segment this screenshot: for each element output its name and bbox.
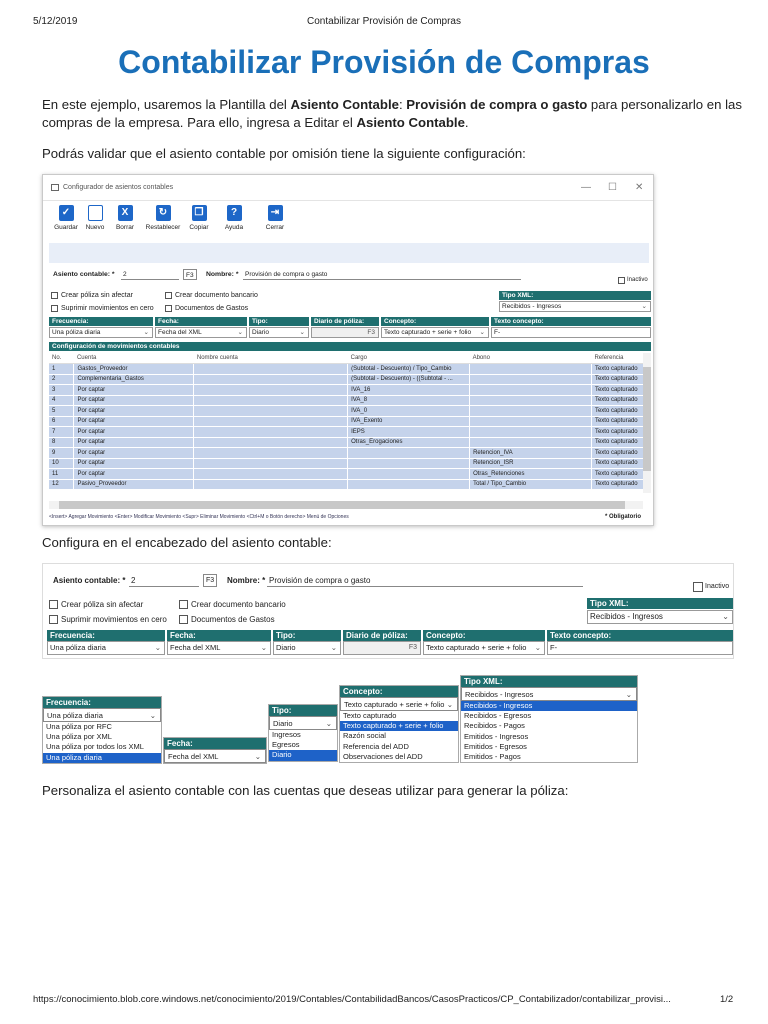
fecha-select[interactable]: Fecha del XML ⌄: [167, 641, 271, 655]
dropdown-option[interactable]: Recibidos - Ingresos: [461, 701, 637, 711]
dropdown-option[interactable]: Una póliza por todos los XML: [46, 742, 144, 752]
table-cell: [194, 427, 348, 438]
dropdown-option[interactable]: Recibidos - Pagos: [464, 721, 525, 731]
table-cell: Texto capturado: [591, 427, 643, 438]
table-cell: Texto capturado: [591, 448, 643, 459]
dropdown-option[interactable]: Diario: [269, 750, 337, 760]
table-cell: 5: [49, 406, 74, 417]
chevron-down-icon: ⌄: [254, 752, 261, 761]
table-cell: [470, 395, 592, 406]
reset-icon: ↻: [156, 205, 171, 221]
tipo-xml-options: [461, 701, 637, 762]
table-cell: Por captar: [74, 448, 194, 459]
table-row[interactable]: [49, 395, 644, 406]
f3-button[interactable]: F3: [203, 574, 217, 587]
chevron-down-icon: ⌄: [479, 329, 485, 336]
table-cell: Por captar: [74, 427, 194, 438]
diario-input[interactable]: [311, 327, 379, 338]
tipo-dropdown: [268, 704, 338, 762]
asiento-input[interactable]: 2: [121, 269, 179, 280]
check-icon: ✓: [59, 205, 74, 221]
chevron-down-icon: ⌄: [330, 643, 337, 652]
table-cell: [194, 395, 348, 406]
table-row[interactable]: [49, 448, 644, 459]
table-cell: Por captar: [74, 458, 194, 469]
header-config-screenshot: [42, 563, 734, 659]
fecha-dropdown: [163, 737, 267, 764]
chevron-down-icon: ⌄: [260, 643, 267, 652]
diario-input[interactable]: [343, 641, 421, 655]
table-cell: [194, 374, 348, 385]
concepto-dropdown-label: Concepto:: [340, 686, 458, 697]
validation-paragraph: Podrás validar que el asiento contable por omisión tiene la siguiente configuración:: [42, 146, 526, 161]
table-row[interactable]: [49, 469, 644, 480]
table-cell: 12: [49, 479, 74, 490]
dropdown-option[interactable]: Recibidos - Egresos: [464, 711, 532, 721]
intro-paragraph: En este ejemplo, usaremos la Plantilla del Asiento Contable: Provisión de compra o gasto para personalizarlo en las compras de la empresa. Para ello, ingresa a Editar el Asiento Contable.: [42, 97, 742, 130]
column-header[interactable]: Abono: [470, 353, 592, 364]
table-cell: Por captar: [74, 416, 194, 427]
inactivo-label: Inactivo: [705, 583, 730, 590]
table-cell: 10: [49, 458, 74, 469]
table-cell: 3: [49, 385, 74, 396]
table-cell: IVA_0: [348, 406, 470, 417]
new-button[interactable]: Nuevo: [83, 205, 107, 231]
footer-url: https://conocimiento.blob.core.windows.net/conocimiento/2019/Contables/ContabilidadBancos/CasosPracticos/CP_Contabilizador/contabilizar_provisi...: [33, 994, 671, 1005]
table-cell: Retencion_ISR: [470, 458, 592, 469]
dropdown-option[interactable]: Egresos: [272, 740, 300, 750]
documentos-checkbox[interactable]: [165, 305, 172, 312]
asiento-label: Asiento contable: *: [53, 271, 115, 278]
tipo-xml-select[interactable]: Recibidos - Ingresos ⌄: [587, 610, 733, 624]
tipo-label: Tipo:: [273, 630, 341, 641]
table-cell: [470, 427, 592, 438]
crear-poliza-checkbox[interactable]: [51, 292, 58, 299]
frecuencia-dropdown-label: Frecuencia:: [43, 697, 161, 708]
table-cell: Otras_Retenciones: [470, 469, 592, 480]
fecha-dropdown-label: Fecha:: [164, 738, 266, 749]
chevron-down-icon: ⌄: [149, 711, 156, 720]
chevron-down-icon: ⌄: [625, 690, 632, 699]
table-cell: [348, 469, 470, 480]
frecuencia-dropdown: [42, 696, 162, 764]
table-cell: Texto capturado: [591, 385, 643, 396]
dropdown-option[interactable]: Una póliza por XML: [46, 732, 112, 742]
column-header[interactable]: Cuenta: [74, 353, 194, 364]
exit-icon: ⇥: [268, 205, 283, 221]
chevron-down-icon: ⌄: [143, 329, 149, 336]
nombre-input[interactable]: Provisión de compra o gasto: [243, 269, 521, 280]
texto-concepto-input[interactable]: F-: [547, 641, 733, 655]
crear-documento-checkbox[interactable]: [179, 600, 188, 609]
table-cell: Otras_Erogaciones: [348, 437, 470, 448]
dialog-titlebar: [43, 175, 653, 201]
table-cell: [470, 385, 592, 396]
customize-paragraph: Personaliza el asiento contable con las cuentas que deseas utilizar para generar la póliza:: [42, 783, 569, 798]
header-paragraph: Configura en el encabezado del asiento contable:: [42, 535, 332, 550]
horizontal-scrollbar[interactable]: [49, 501, 643, 509]
chevron-down-icon: ⌄: [722, 612, 729, 621]
table-cell: 2: [49, 374, 74, 385]
table-cell: Texto capturado: [591, 364, 643, 375]
close-icon[interactable]: ✕: [635, 182, 644, 193]
table-cell: 8: [49, 437, 74, 448]
vertical-scrollbar[interactable]: [643, 353, 651, 493]
column-header[interactable]: No.: [49, 353, 74, 364]
crear-poliza-checkbox[interactable]: [49, 600, 58, 609]
table-cell: (Subtotal - Descuento) - ((Subtotal - ...: [348, 374, 470, 385]
table-cell: Por captar: [74, 395, 194, 406]
concepto-options: [340, 711, 458, 762]
app-icon: [51, 184, 59, 191]
concepto-select[interactable]: Texto capturado + serie + folio ⌄: [423, 641, 545, 655]
asiento-input[interactable]: 2: [129, 574, 199, 587]
concepto-label: Concepto:: [381, 317, 489, 326]
page-title: Contabilizar Provisión de Compras: [118, 44, 650, 80]
fecha-label: Fecha:: [167, 630, 271, 641]
delete-button[interactable]: X Borrar: [115, 207, 135, 231]
table-cell: IVA_16: [348, 385, 470, 396]
table-cell: 1: [49, 364, 74, 375]
table-cell: Complementaria_Gastos: [74, 374, 194, 385]
dropdown-option[interactable]: Texto capturado: [343, 711, 397, 720]
dropdown-option[interactable]: Emitidos - Pagos: [464, 752, 521, 762]
table-row[interactable]: [49, 374, 644, 385]
f3-button[interactable]: F3: [183, 269, 197, 280]
print-title: Contabilizar Provisión de Compras: [307, 16, 461, 27]
diario-f3: F3: [408, 644, 417, 651]
chevron-down-icon: ⌄: [237, 329, 243, 336]
table-cell: [348, 458, 470, 469]
table-cell: [470, 406, 592, 417]
table-row[interactable]: [49, 458, 644, 469]
column-header[interactable]: Referencia: [591, 353, 643, 364]
table-cell: [470, 364, 592, 375]
tipo-options: [269, 730, 337, 761]
frecuencia-select[interactable]: Una póliza diaria ⌄: [49, 327, 153, 338]
inactivo-checkbox[interactable]: [693, 582, 703, 592]
suprimir-checkbox[interactable]: [49, 615, 58, 624]
table-cell: Texto capturado: [591, 374, 643, 385]
toolbar-band: [49, 243, 649, 263]
maximize-icon[interactable]: ☐: [608, 182, 617, 193]
table-row[interactable]: [49, 385, 644, 396]
crear-documento-label: Crear documento bancario: [175, 292, 258, 299]
crear-documento-label: Crear documento bancario: [191, 600, 286, 609]
dialog-title: Configurador de asientos contables: [63, 184, 174, 191]
table-cell: Texto capturado: [591, 437, 643, 448]
tipo-xml-dropdown-label: Tipo XML:: [461, 676, 637, 687]
close-button[interactable]: ⇥ Cerrar: [265, 207, 285, 231]
table-cell: [348, 479, 470, 490]
diario-f3: F3: [367, 329, 375, 336]
required-note: * Obligatorio: [605, 514, 641, 520]
table-cell: [194, 458, 348, 469]
print-date: 5/12/2019: [33, 16, 78, 27]
nombre-label: Nombre: *: [206, 271, 239, 278]
table-cell: Por captar: [74, 437, 194, 448]
table-cell: IVA_Exento: [348, 416, 470, 427]
chevron-down-icon: ⌄: [154, 643, 161, 652]
dropdown-option[interactable]: Razón social: [343, 731, 386, 741]
page-number: 1/2: [720, 994, 734, 1005]
fecha-label: Fecha:: [155, 317, 247, 326]
table-cell: [194, 437, 348, 448]
table-cell: 7: [49, 427, 74, 438]
diario-label: Diario de póliza:: [343, 630, 421, 641]
chevron-down-icon: ⌄: [446, 700, 453, 709]
table-cell: Por captar: [74, 469, 194, 480]
tipo-dropdown-label: Tipo:: [269, 705, 337, 716]
asiento-label: Asiento contable: *: [53, 576, 126, 585]
tipo-select[interactable]: Diario ⌄: [273, 641, 341, 655]
new-doc-icon: [88, 205, 103, 221]
frecuencia-select[interactable]: Una póliza diaria ⌄: [47, 641, 165, 655]
diario-label: Diario de póliza:: [311, 317, 379, 326]
shortcut-hint: <Insert> Agregar Movimiento <Enter> Modificar Movimiento <Supr> Eliminar Movimiento <Ctrl+M o Botón derecho> Menú de Opciones: [49, 514, 349, 520]
table-cell: 9: [49, 448, 74, 459]
dropdown-option[interactable]: Emitidos - Ingresos: [464, 731, 529, 741]
reset-button[interactable]: ↻ Restablecer: [145, 207, 181, 231]
table-cell: 11: [49, 469, 74, 480]
table-row[interactable]: [49, 406, 644, 417]
tipo-xml-label: Tipo XML:: [587, 598, 733, 609]
delete-icon: X: [118, 205, 133, 221]
table-row[interactable]: [49, 437, 644, 448]
dropdown-option[interactable]: Observaciones del ADD: [343, 751, 423, 761]
config-dialog-screenshot: [42, 174, 654, 526]
save-button[interactable]: ✓ Guardar: [54, 207, 78, 231]
table-cell: [194, 416, 348, 427]
table-cell: IVA_8: [348, 395, 470, 406]
texto-concepto-label: Texto concepto:: [547, 630, 733, 641]
table-cell: 6: [49, 416, 74, 427]
table-cell: [470, 416, 592, 427]
table-row[interactable]: [49, 416, 644, 427]
table-cell: 4: [49, 395, 74, 406]
table-cell: Gastos_Proveedor: [74, 364, 194, 375]
concepto-dropdown-select[interactable]: Texto capturado + serie + folio ⌄: [340, 697, 458, 711]
table-cell: Texto capturado: [591, 469, 643, 480]
suprimir-label: Suprimir movimientos en cero: [61, 615, 167, 624]
fecha-dropdown-select[interactable]: Fecha del XML ⌄: [164, 749, 266, 763]
nombre-input[interactable]: Provisión de compra o gasto: [267, 574, 583, 587]
tipo-xml-dropdown-select[interactable]: Recibidos - Ingresos ⌄: [461, 687, 637, 701]
tipo-xml-select[interactable]: Recibidos - Ingresos ⌄: [499, 301, 651, 312]
tipo-xml-dropdown: [460, 675, 638, 763]
minimize-icon[interactable]: —: [581, 182, 591, 193]
toolbar: [49, 203, 649, 243]
concepto-label: Concepto:: [423, 630, 545, 641]
crear-poliza-label: Crear póliza sin afectar: [61, 292, 133, 299]
tipo-label: Tipo:: [249, 317, 309, 326]
table-cell: [470, 437, 592, 448]
table-cell: Texto capturado: [591, 458, 643, 469]
table-cell: [348, 448, 470, 459]
dropdown-option[interactable]: Referencia del ADD: [343, 741, 409, 751]
scrollbar-thumb[interactable]: [59, 501, 625, 509]
crear-documento-checkbox[interactable]: [165, 292, 172, 299]
texto-concepto-input[interactable]: F-: [491, 327, 651, 338]
dropdown-option[interactable]: Una póliza por RFC: [46, 722, 112, 731]
table-row[interactable]: [49, 479, 644, 490]
table-cell: Texto capturado: [591, 416, 643, 427]
suprimir-label: Suprimir movimientos en cero: [61, 305, 154, 312]
table-cell: (Subtotal - Descuento) / Tipo_Cambio: [348, 364, 470, 375]
table-row[interactable]: [49, 364, 644, 375]
table-cell: Texto capturado: [591, 406, 643, 417]
tipo-select[interactable]: Diario ⌄: [249, 327, 309, 338]
copy-button[interactable]: ❐ Copiar: [189, 207, 209, 231]
texto-concepto-label: Texto concepto:: [491, 317, 651, 326]
column-header[interactable]: Cargo: [348, 353, 470, 364]
tipo-xml-label: Tipo XML:: [499, 291, 651, 300]
table-row[interactable]: [49, 427, 644, 438]
frecuencia-options: [43, 722, 161, 763]
chevron-down-icon: ⌄: [299, 329, 305, 336]
crear-poliza-label: Crear póliza sin afectar: [61, 600, 144, 609]
nombre-label: Nombre: *: [227, 576, 266, 585]
table-cell: [194, 406, 348, 417]
table-cell: Retencion_IVA: [470, 448, 592, 459]
help-icon: ?: [227, 205, 242, 221]
table-cell: Por captar: [74, 406, 194, 417]
table-cell: [194, 448, 348, 459]
table-cell: Total / Tipo_Cambio: [470, 479, 592, 490]
table-cell: [194, 364, 348, 375]
frecuencia-dropdown-select[interactable]: Una póliza diaria ⌄: [43, 708, 161, 722]
table-cell: [470, 374, 592, 385]
frecuencia-label: Frecuencia:: [49, 317, 153, 326]
table-cell: [194, 385, 348, 396]
dropdown-option[interactable]: Emitidos - Egresos: [464, 741, 527, 751]
frecuencia-label: Frecuencia:: [47, 630, 165, 641]
suprimir-checkbox[interactable]: [51, 305, 58, 312]
documentos-label: Documentos de Gastos: [175, 305, 249, 312]
copy-icon: ❐: [192, 205, 207, 221]
column-header[interactable]: Nombre cuenta: [194, 353, 348, 364]
table-cell: Texto capturado: [591, 479, 643, 490]
concepto-select[interactable]: Texto capturado + serie + folio ⌄: [381, 327, 489, 338]
table-cell: Texto capturado: [591, 395, 643, 406]
fecha-select[interactable]: Fecha del XML ⌄: [155, 327, 247, 338]
documentos-label: Documentos de Gastos: [191, 615, 275, 624]
inactivo-label: Inactivo: [627, 277, 648, 283]
chevron-down-icon: ⌄: [325, 719, 332, 728]
table-header-row: [49, 353, 644, 364]
tipo-dropdown-select[interactable]: Diario ⌄: [269, 716, 337, 730]
dropdown-option[interactable]: Una póliza diaria: [43, 753, 161, 763]
help-button[interactable]: ? Ayuda: [224, 207, 244, 231]
movements-table: [49, 353, 644, 490]
table-cell: IEPS: [348, 427, 470, 438]
table-cell: Pasivo_Proveedor: [74, 479, 194, 490]
movimientos-header: Configuración de movimientos contables: [49, 342, 651, 351]
scrollbar-thumb[interactable]: [643, 367, 651, 471]
dropdown-option[interactable]: Ingresos: [272, 730, 301, 739]
chevron-down-icon: ⌄: [534, 643, 541, 652]
dropdown-option[interactable]: Texto capturado + serie + folio: [340, 721, 458, 731]
documentos-checkbox[interactable]: [179, 615, 188, 624]
table-cell: Por captar: [74, 385, 194, 396]
chevron-down-icon: ⌄: [641, 303, 647, 310]
inactivo-checkbox[interactable]: [618, 277, 625, 284]
table-cell: [194, 469, 348, 480]
concepto-dropdown: [339, 685, 459, 763]
table-cell: [194, 479, 348, 490]
